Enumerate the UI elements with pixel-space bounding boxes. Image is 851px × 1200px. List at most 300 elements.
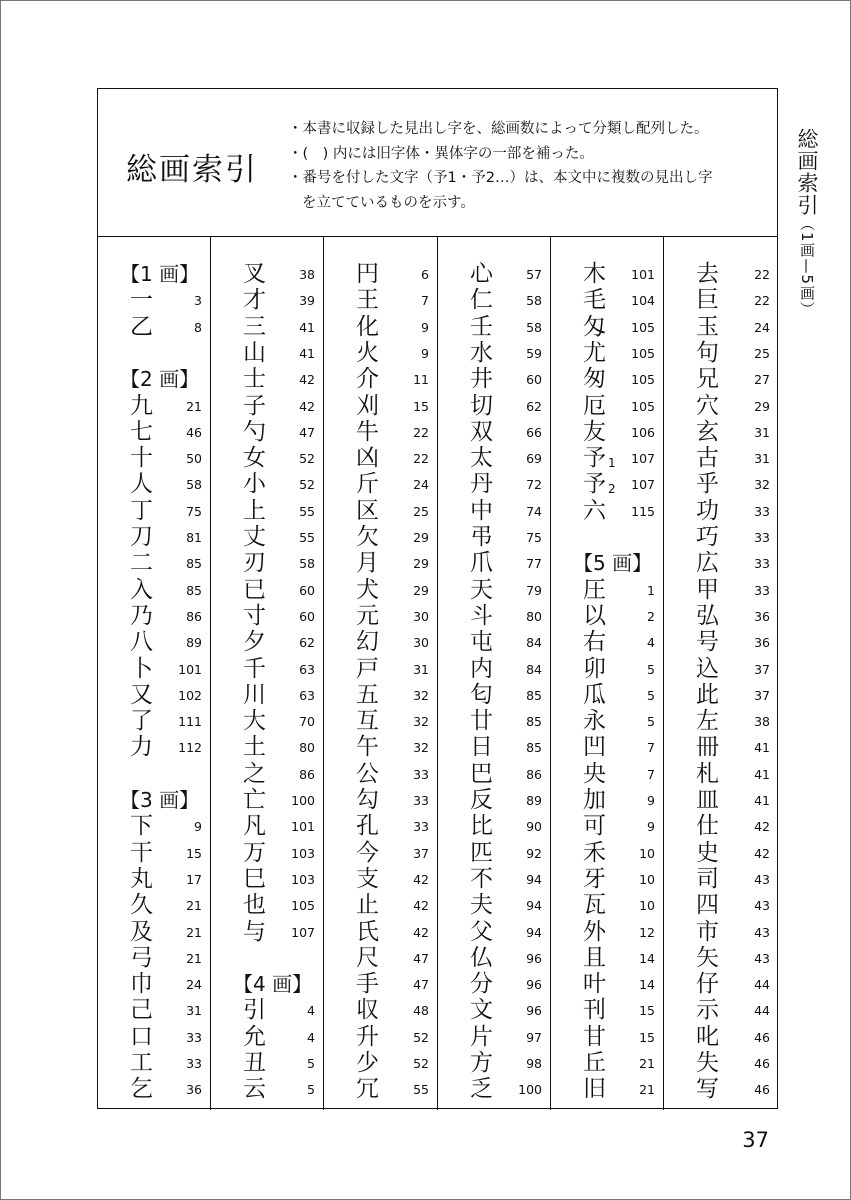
entry-kanji: 加 <box>583 787 606 813</box>
entry-page-number: 84 <box>526 635 542 651</box>
entry-kanji: 玄 <box>696 418 719 445</box>
entry-kanji: 仁 <box>470 287 493 314</box>
entry-page-number: 21 <box>639 1082 655 1098</box>
index-entry <box>211 787 323 813</box>
entry-page-number: 33 <box>413 793 429 808</box>
entry-kanji: 与 <box>243 918 266 945</box>
entry-page-number: 42 <box>754 819 770 835</box>
entry-page-number: 46 <box>754 1082 770 1098</box>
entry-kanji: 勾 <box>356 787 379 813</box>
entry-page-number: 59 <box>526 345 542 361</box>
entry-kanji: 己 <box>130 997 153 1024</box>
entry-kanji: 牙 <box>583 865 606 892</box>
entry-page-number: 94 <box>526 898 542 914</box>
index-entry <box>664 945 778 971</box>
entry-page-number: 81 <box>186 530 202 545</box>
entry-page-number: 86 <box>299 766 315 782</box>
entry-kanji: 也 <box>243 892 266 919</box>
index-entry <box>551 708 663 734</box>
entry-kanji: 元 <box>356 602 379 629</box>
index-entry <box>438 1050 550 1076</box>
entry-page-number: 103 <box>291 871 315 887</box>
entry-kanji: 父 <box>470 918 493 945</box>
entry-kanji: 犬 <box>356 576 379 603</box>
entry-page-number: 38 <box>299 267 315 282</box>
entry-page-number: 7 <box>421 293 429 309</box>
entry-kanji: 万 <box>243 839 266 866</box>
entry-page-number: 52 <box>413 1056 429 1071</box>
index-entry <box>324 393 437 419</box>
index-entry <box>324 261 437 287</box>
entry-page-number: 74 <box>526 503 542 519</box>
note-line: ・番号を付した文字（予1・予2…）は、本文中に複数の見出し字 <box>288 170 713 186</box>
index-entry <box>324 708 437 734</box>
index-entry <box>438 550 550 576</box>
index-entry <box>98 550 210 576</box>
entry-kanji: 太 <box>470 445 493 472</box>
entry-page-number: 63 <box>299 661 315 677</box>
entry-page-number: 43 <box>754 924 770 940</box>
entry-kanji: 木 <box>583 261 606 287</box>
entry-page-number: 5 <box>647 714 655 730</box>
entry-page-number: 10 <box>639 871 655 887</box>
index-entry <box>438 287 550 313</box>
entry-page-number: 14 <box>639 977 655 993</box>
entry-page-number: 52 <box>413 1029 429 1045</box>
entry-kanji: 已 <box>243 576 266 603</box>
entry-kanji: 小 <box>243 471 266 498</box>
entry-page-number: 44 <box>754 977 770 993</box>
entry-page-number: 41 <box>754 793 770 808</box>
entry-kanji: 下 <box>130 813 153 840</box>
index-entry <box>98 287 210 313</box>
index-title: 総画索引 <box>126 152 258 188</box>
index-entry <box>324 1076 437 1102</box>
entry-kanji: 云 <box>243 1076 266 1103</box>
entry-kanji: 乞 <box>130 1076 153 1103</box>
index-entry <box>664 997 778 1023</box>
entry-page-number: 36 <box>754 608 770 624</box>
entry-kanji: 号 <box>696 629 719 656</box>
entry-kanji: 巾 <box>130 971 153 998</box>
index-entry <box>438 787 550 813</box>
entry-page-number: 100 <box>518 1082 542 1098</box>
index-entry <box>324 892 437 918</box>
index-entry <box>211 314 323 340</box>
entry-page-number: 90 <box>526 819 542 835</box>
index-entry <box>664 734 778 760</box>
index-entry <box>98 471 210 497</box>
entry-page-number: 92 <box>526 845 542 861</box>
entry-kanji: 口 <box>130 1023 153 1050</box>
entry-page-number: 5 <box>307 1082 315 1098</box>
entry-page-number: 32 <box>413 687 429 703</box>
entry-kanji: 乏 <box>470 1076 493 1103</box>
entry-kanji: 匆 <box>583 366 606 393</box>
index-entry <box>664 866 778 892</box>
entry-page-number: 107 <box>631 451 655 467</box>
index-entry <box>211 366 323 392</box>
index-entry <box>438 892 550 918</box>
entry-page-number: 33 <box>186 1029 202 1045</box>
index-entry <box>324 314 437 340</box>
entry-kanji: 句 <box>696 339 719 366</box>
index-entry <box>664 419 778 445</box>
entry-kanji: 片 <box>470 1023 493 1050</box>
entry-page-number: 43 <box>754 950 770 966</box>
entry-kanji: 止 <box>356 892 379 919</box>
index-entry <box>664 261 778 287</box>
entry-kanji: 反 <box>470 787 493 813</box>
index-entry <box>211 892 323 918</box>
index-entry <box>551 997 663 1023</box>
entry-page-number: 9 <box>421 345 429 361</box>
entry-page-number: 38 <box>754 714 770 730</box>
entry-page-number: 21 <box>186 950 202 966</box>
entry-kanji: 支 <box>356 865 379 892</box>
index-entry <box>664 603 778 629</box>
entry-page-number: 58 <box>526 319 542 335</box>
entry-kanji: 写 <box>696 1076 719 1103</box>
entry-page-number: 96 <box>526 977 542 993</box>
index-entry <box>98 314 210 340</box>
entry-page-number: 96 <box>526 950 542 966</box>
index-entry <box>211 1024 323 1050</box>
entry-kanji: 允 <box>243 1023 266 1050</box>
entry-page-number: 46 <box>754 1056 770 1071</box>
entry-kanji: 日 <box>470 734 493 761</box>
entry-page-number: 52 <box>299 477 315 493</box>
entry-page-number: 31 <box>186 1003 202 1019</box>
index-entry <box>324 971 437 997</box>
index-entry <box>438 577 550 603</box>
entry-page-number: 15 <box>186 845 202 861</box>
entry-page-number: 85 <box>526 714 542 730</box>
entry-page-number: 32 <box>413 714 429 730</box>
entry-page-number: 58 <box>299 556 315 572</box>
index-entry <box>324 919 437 945</box>
stroke-count-heading: 【2 画】 <box>120 367 200 392</box>
entry-kanji: 勺 <box>243 418 266 445</box>
entry-kanji: 尤 <box>583 339 606 366</box>
entry-kanji: 刈 <box>356 392 379 419</box>
entry-kanji: 亡 <box>243 787 266 813</box>
index-entry <box>324 550 437 576</box>
entry-kanji: 廿 <box>470 708 493 735</box>
index-entry <box>211 1076 323 1102</box>
entry-page-number: 17 <box>186 871 202 887</box>
entry-page-number: 46 <box>186 424 202 440</box>
entry-kanji: 七 <box>130 418 153 445</box>
index-entry <box>438 629 550 655</box>
index-entry <box>438 971 550 997</box>
entry-page-number: 4 <box>307 1029 315 1045</box>
entry-page-number: 100 <box>291 793 315 808</box>
note-line: ・本書に収録した見出し字を、総画数によって分類し配列した。 <box>288 121 709 137</box>
index-entry <box>551 1050 663 1076</box>
entry-kanji: 乃 <box>130 602 153 629</box>
index-notes <box>288 117 712 215</box>
entry-kanji: 丈 <box>243 524 266 550</box>
entry-kanji: 史 <box>696 839 719 866</box>
index-entry <box>664 629 778 655</box>
entry-kanji: 山 <box>243 339 266 366</box>
entry-page-number: 10 <box>639 898 655 914</box>
entry-kanji: 一 <box>130 287 153 314</box>
index-entry <box>664 1076 778 1102</box>
entry-page-number: 75 <box>526 530 542 545</box>
index-entry <box>211 261 323 287</box>
entry-page-number: 31 <box>754 424 770 440</box>
index-entry <box>551 945 663 971</box>
entry-kanji: 不 <box>470 865 493 892</box>
entry-page-number: 4 <box>647 635 655 651</box>
entry-kanji: 久 <box>130 892 153 919</box>
entry-page-number: 42 <box>754 845 770 861</box>
entry-page-number: 22 <box>754 267 770 282</box>
entry-page-number: 29 <box>413 582 429 598</box>
index-entry <box>551 629 663 655</box>
side-range: （1画—5画） <box>798 216 816 318</box>
entry-kanji: 九 <box>130 392 153 419</box>
index-entry <box>324 866 437 892</box>
index-entry <box>551 813 663 839</box>
index-entry <box>324 997 437 1023</box>
entry-page-number: 6 <box>421 267 429 282</box>
page-number: 37 <box>742 1128 769 1152</box>
entry-kanji: 弘 <box>696 602 719 629</box>
entry-page-number: 9 <box>647 793 655 808</box>
index-entry <box>551 577 663 603</box>
entry-kanji: 子 <box>243 392 266 419</box>
entry-page-number: 9 <box>647 819 655 835</box>
index-entry <box>438 945 550 971</box>
index-entry <box>211 656 323 682</box>
entry-kanji: 三 <box>243 313 266 340</box>
entry-kanji: 四 <box>696 892 719 919</box>
entry-kanji: 欠 <box>356 524 379 550</box>
index-entry <box>551 787 663 813</box>
entry-page-number: 105 <box>631 319 655 335</box>
entry-kanji: 土 <box>243 734 266 761</box>
entry-page-number: 31 <box>754 451 770 467</box>
entry-page-number: 33 <box>413 819 429 835</box>
index-entry <box>98 445 210 471</box>
entry-kanji: 穴 <box>696 392 719 419</box>
entry-kanji: 札 <box>696 760 719 787</box>
entry-page-number: 47 <box>413 977 429 993</box>
entry-page-number: 42 <box>413 871 429 887</box>
entry-kanji: 冊 <box>696 734 719 761</box>
entry-kanji: 失 <box>696 1050 719 1076</box>
entry-kanji: 予 2 <box>583 471 616 498</box>
entry-page-number: 14 <box>639 950 655 966</box>
index-column <box>98 237 211 1110</box>
index-entry <box>551 498 663 524</box>
entry-page-number: 42 <box>299 398 315 414</box>
index-entry <box>551 261 663 287</box>
index-entry <box>664 682 778 708</box>
index-entry <box>98 945 210 971</box>
index-entry <box>438 708 550 734</box>
entry-page-number: 70 <box>299 714 315 730</box>
entry-page-number: 5 <box>647 661 655 677</box>
entry-page-number: 69 <box>526 451 542 467</box>
entry-kanji: 巴 <box>470 760 493 787</box>
entry-page-number: 22 <box>413 424 429 440</box>
entry-page-number: 63 <box>299 687 315 703</box>
index-entry <box>211 445 323 471</box>
entry-page-number: 39 <box>299 293 315 309</box>
entry-kanji: 斗 <box>470 602 493 629</box>
entry-kanji: 広 <box>696 550 719 577</box>
entry-kanji: 友 <box>583 418 606 445</box>
entry-kanji: 右 <box>583 629 606 656</box>
index-entry <box>438 734 550 760</box>
entry-kanji: 匂 <box>470 681 493 708</box>
entry-page-number: 5 <box>647 687 655 703</box>
entry-page-number: 85 <box>526 687 542 703</box>
index-entry <box>664 366 778 392</box>
entry-kanji: 寸 <box>243 602 266 629</box>
entry-page-number: 33 <box>186 1056 202 1071</box>
index-entry <box>551 971 663 997</box>
index-entry <box>211 340 323 366</box>
index-entry <box>551 1076 663 1102</box>
entry-page-number: 27 <box>754 372 770 388</box>
entry-kanji: 介 <box>356 366 379 393</box>
index-entry <box>324 498 437 524</box>
index-entry <box>551 734 663 760</box>
entry-kanji: 丹 <box>470 471 493 498</box>
index-entry <box>438 919 550 945</box>
entry-kanji: 分 <box>470 971 493 998</box>
index-entry <box>438 498 550 524</box>
entry-page-number: 102 <box>178 687 202 703</box>
entry-page-number: 2 <box>647 608 655 624</box>
entry-page-number: 33 <box>754 530 770 545</box>
index-entry <box>551 445 663 471</box>
entry-kanji: 升 <box>356 1023 379 1050</box>
entry-kanji: 禾 <box>583 839 606 866</box>
entry-page-number: 29 <box>413 556 429 572</box>
entry-page-number: 89 <box>526 793 542 808</box>
entry-page-number: 29 <box>413 530 429 545</box>
entry-kanji: 川 <box>243 681 266 708</box>
entry-page-number: 105 <box>631 398 655 414</box>
index-entry <box>324 287 437 313</box>
entry-kanji: 心 <box>470 261 493 287</box>
entry-page-number: 37 <box>754 661 770 677</box>
index-entry <box>324 524 437 550</box>
entry-kanji: 矢 <box>696 944 719 971</box>
index-entry <box>438 813 550 839</box>
index-entry <box>438 866 550 892</box>
index-entry <box>98 997 210 1023</box>
entry-kanji: 士 <box>243 366 266 393</box>
index-entry <box>551 682 663 708</box>
entry-kanji: 刊 <box>583 997 606 1024</box>
entry-page-number: 10 <box>639 845 655 861</box>
entry-kanji: 戸 <box>356 655 379 682</box>
entry-kanji: 巳 <box>243 865 266 892</box>
entry-kanji: 弔 <box>470 524 493 550</box>
entry-kanji: 兄 <box>696 366 719 393</box>
entry-page-number: 36 <box>186 1082 202 1098</box>
index-entry <box>98 971 210 997</box>
entry-subscript: 2 <box>608 482 616 497</box>
index-entry <box>438 419 550 445</box>
entry-kanji: 厄 <box>583 392 606 419</box>
index-entry <box>664 971 778 997</box>
index-entry <box>438 471 550 497</box>
index-entry <box>664 471 778 497</box>
entry-page-number: 101 <box>291 819 315 835</box>
entry-kanji: 天 <box>470 576 493 603</box>
entry-kanji: 文 <box>470 997 493 1024</box>
index-entry <box>438 603 550 629</box>
stroke-count-heading: 【5 画】 <box>573 551 653 576</box>
entry-page-number: 11 <box>413 372 429 388</box>
index-table <box>97 88 778 1109</box>
side-title: 総画索引 <box>795 128 819 216</box>
index-entry <box>551 1024 663 1050</box>
index-entry <box>664 1050 778 1076</box>
entry-kanji: 甘 <box>583 1023 606 1050</box>
entry-kanji: 丑 <box>243 1050 266 1076</box>
index-entry <box>211 919 323 945</box>
entry-kanji: 卯 <box>583 655 606 682</box>
entry-page-number: 60 <box>299 608 315 624</box>
entry-kanji: 古 <box>696 445 719 472</box>
entry-kanji: 功 <box>696 497 719 524</box>
entry-kanji: 外 <box>583 918 606 945</box>
index-entry <box>438 656 550 682</box>
index-entry <box>211 866 323 892</box>
index-entry <box>438 761 550 787</box>
entry-page-number: 12 <box>639 924 655 940</box>
entry-kanji: 尺 <box>356 944 379 971</box>
entry-page-number: 84 <box>526 661 542 677</box>
index-entry <box>551 366 663 392</box>
entry-page-number: 3 <box>194 293 202 309</box>
index-entry <box>438 340 550 366</box>
index-entry <box>664 314 778 340</box>
entry-kanji: 込 <box>696 655 719 682</box>
entry-page-number: 55 <box>299 503 315 519</box>
index-entry <box>551 866 663 892</box>
index-column <box>324 237 438 1110</box>
entry-kanji: 毛 <box>583 287 606 314</box>
entry-page-number: 37 <box>754 687 770 703</box>
index-entry <box>551 314 663 340</box>
index-entry <box>664 445 778 471</box>
entry-kanji: 冗 <box>356 1076 379 1103</box>
entry-page-number: 107 <box>631 477 655 493</box>
entry-page-number: 101 <box>631 267 655 282</box>
entry-page-number: 33 <box>754 503 770 519</box>
index-entry <box>324 629 437 655</box>
stroke-count-heading: 【3 画】 <box>120 788 200 812</box>
index-entry <box>211 708 323 734</box>
index-entry <box>551 287 663 313</box>
entry-page-number: 33 <box>413 766 429 782</box>
index-entry <box>211 524 323 550</box>
index-entry <box>211 840 323 866</box>
entry-kanji: 丘 <box>583 1050 606 1076</box>
entry-page-number: 15 <box>639 1003 655 1019</box>
entry-page-number: 43 <box>754 898 770 914</box>
